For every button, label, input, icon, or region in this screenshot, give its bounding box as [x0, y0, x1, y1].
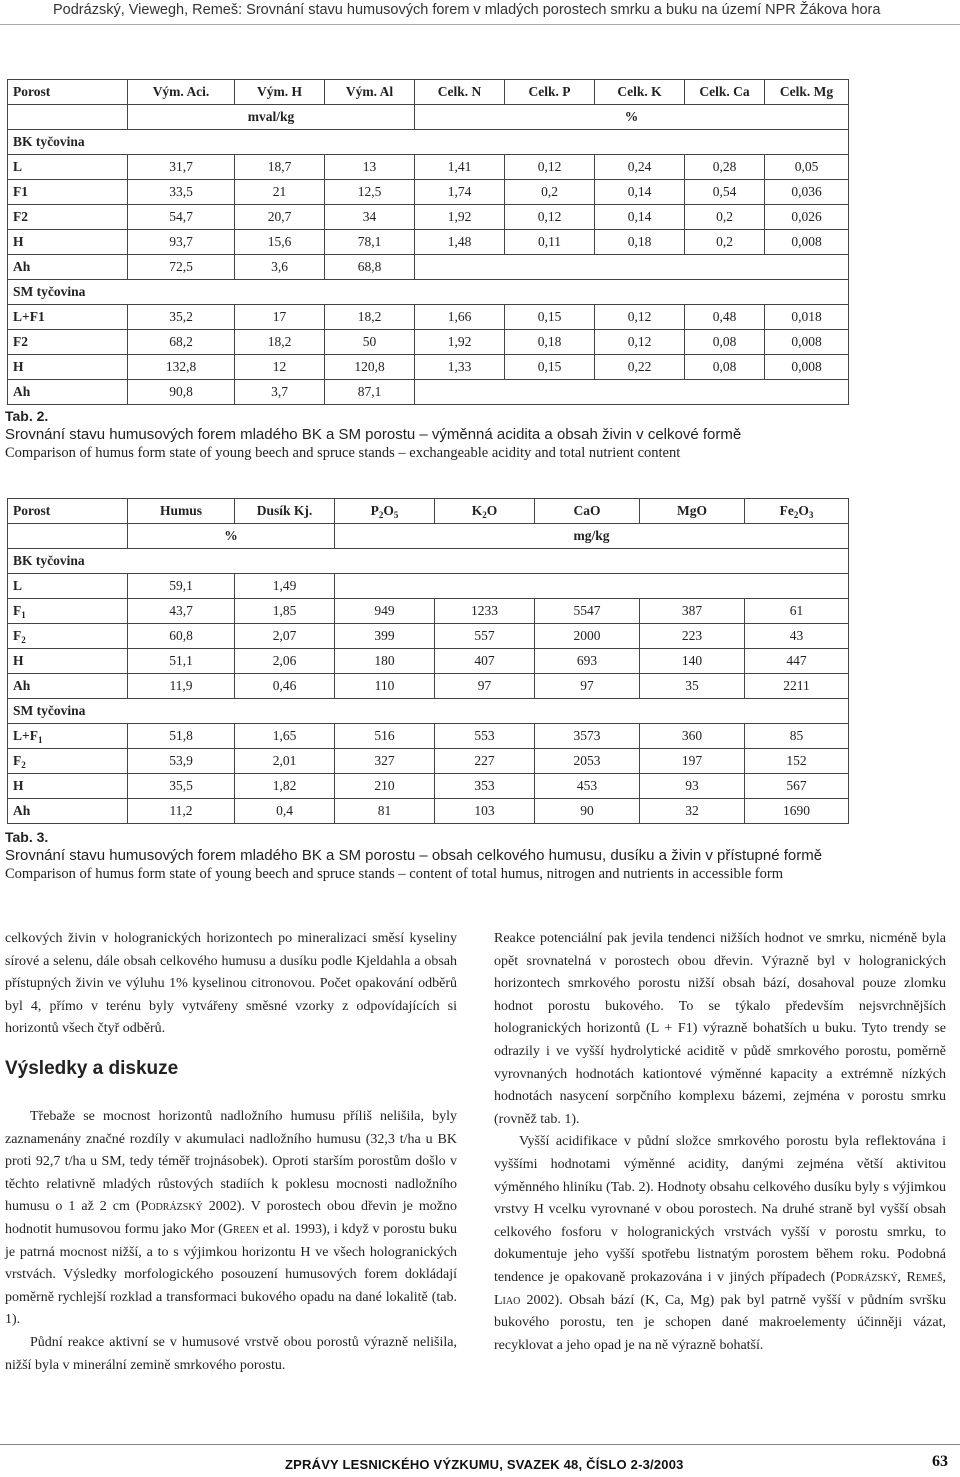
paragraph: Vyšší acidifikace v půdní složce smrkového porostu byla reflektována i vyššími hodnotami výměnné acidity, danými zejména větší aktivitou výměnného hliníku (Tab. 2). Hodnoty obsahu celkového dusíku byly s výjimkou vrstvy H vcelku vyrovnané v obou porostech. Na druhé straně byl vyšší obsah celkového fosforu v hologranických vrstvách vyšší v porostu smrku, to dokumentuje jeho vyšší spotřebu listnatým porostem během roku. Podobná tendence je opakovaně prokazována i v jiných případech (Podrázský, Remeš, Liao 2002). Obsah bází (K, Ca, Mg) pak byl patrně vyšší v půdním svršku bukového porostu, ten je schopen dané makroelementy účinněji vázat, recyklovat a jeho opad je na ně výrazně bohatší. — [494, 1134, 946, 1353]
empty-cell — [415, 255, 849, 280]
table2-cell: 0,2 — [685, 230, 765, 255]
table2-cell: 13 — [325, 155, 415, 180]
right-column — [494, 928, 946, 1357]
table3-row-label: H — [8, 774, 128, 799]
table3-caption-cz: Srovnání stavu humusových forem mladého BK a SM porostu – obsah celkového humusu, dusíku a živin v přístupné formě — [5, 847, 823, 864]
table2-row-label: L+F1 — [8, 305, 128, 330]
paragraph: Třebaže se mocnost horizontů nadložního humusu příliš nelišila, byly zaznamenány značné rozdíly v akumulaci nadložního humusu (32,3 t/ha u BK proti 92,7 t/ha u SM, tedy téměř trojnásobek). Oproti starším porostům došlo v těchto relativně mladých růstových stadiích k poklesu mocnosti nadložního humusu o 1 až 2 cm (Podrázský 2002). V porostech obou dřevin je možno hodnotit humusovou formu jako Mor (Green et al. 1993), i když v porostu buku je patrná mocnost nižší, a to s výjimkou horizontu H ve všech hologranických vrstvách. Výsledky morfologického posouzení humusových forem dokládají poměrně rychlejší rozklad a transformaci bukového opadu na dané lokalitě (tab. 1). — [5, 1109, 457, 1328]
table2-unit-pct: % — [415, 105, 849, 130]
table3-cell: 2053 — [535, 749, 640, 774]
table3-group-sm: SM tyčovina — [8, 699, 849, 724]
table2-cell: 0,14 — [595, 180, 685, 205]
table2-cell: 0,008 — [765, 330, 849, 355]
table3-cell: 1,49 — [235, 574, 335, 599]
table3-cell: 2000 — [535, 624, 640, 649]
table3-header-cell: Dusík Kj. — [235, 499, 335, 524]
table2-number: Tab. 2. — [5, 408, 49, 424]
table2-cell: 31,7 — [128, 155, 235, 180]
table3-cell: 327 — [335, 749, 435, 774]
table3-group-bk: BK tyčovina — [8, 549, 849, 574]
table3-cell: 51,8 — [128, 724, 235, 749]
table3-cell: 693 — [535, 649, 640, 674]
table2-cell: 0,036 — [765, 180, 849, 205]
table2-cell: 15,6 — [235, 230, 325, 255]
table2-cell: 54,7 — [128, 205, 235, 230]
table2-row — [8, 305, 849, 330]
table-2 — [7, 79, 849, 405]
table2-cell: 34 — [325, 205, 415, 230]
empty-cell — [335, 574, 849, 599]
table3-header-row — [8, 499, 849, 524]
table3-row-label: Ah — [8, 799, 128, 824]
table2-cell: 0,54 — [685, 180, 765, 205]
table3-row — [8, 724, 849, 749]
table2-row — [8, 330, 849, 355]
table2-cell: 0,18 — [505, 330, 595, 355]
table3-cell: 140 — [640, 649, 745, 674]
table2-row-label: F2 — [8, 330, 128, 355]
table2-cell: 20,7 — [235, 205, 325, 230]
table2-header-cell: Celk. K — [595, 80, 685, 105]
table2-caption — [5, 408, 945, 462]
table2-cell: 90,8 — [128, 380, 235, 405]
table3-cell: 53,9 — [128, 749, 235, 774]
table2-row — [8, 205, 849, 230]
table2-cell: 0,2 — [685, 205, 765, 230]
table3-cell: 11,9 — [128, 674, 235, 699]
table3-cell: 447 — [745, 649, 849, 674]
table3-header-cell: Porost — [8, 499, 128, 524]
table2-header-cell: Porost — [8, 80, 128, 105]
table3-unit-row — [8, 524, 849, 549]
table2-group-row — [8, 130, 849, 155]
table2-cell: 3,7 — [235, 380, 325, 405]
table3-cell: 2,06 — [235, 649, 335, 674]
table2-cell: 132,8 — [128, 355, 235, 380]
table3-row — [8, 674, 849, 699]
table3-cell: 11,2 — [128, 799, 235, 824]
table2-row-label: H — [8, 230, 128, 255]
table3-cell: 557 — [435, 624, 535, 649]
table2-cell: 18,2 — [325, 305, 415, 330]
table3-row — [8, 799, 849, 824]
table2-header-cell: Celk. Ca — [685, 80, 765, 105]
table3-cell: 227 — [435, 749, 535, 774]
table2-cell: 0,08 — [685, 330, 765, 355]
table3-unit-pct: % — [128, 524, 335, 549]
table2-cell: 35,2 — [128, 305, 235, 330]
header-rule — [0, 24, 960, 25]
table3-cell: 360 — [640, 724, 745, 749]
table3-cell: 32 — [640, 799, 745, 824]
table3-row-label: Ah — [8, 674, 128, 699]
table2-unit-row — [8, 105, 849, 130]
table2-cell: 0,14 — [595, 205, 685, 230]
table3-row-label: L — [8, 574, 128, 599]
table2-cell: 0,2 — [505, 180, 595, 205]
table2-cell: 87,1 — [325, 380, 415, 405]
table3-row — [8, 749, 849, 774]
table2-cell: 0,11 — [505, 230, 595, 255]
table2-row-label: Ah — [8, 380, 128, 405]
table2-cell: 0,15 — [505, 305, 595, 330]
table2-row — [8, 355, 849, 380]
table3-cell: 949 — [335, 599, 435, 624]
table3-row-label: $F_2$ — [8, 624, 128, 649]
table3-cell: 223 — [640, 624, 745, 649]
table2-cell: 0,12 — [595, 330, 685, 355]
table3-cell: 553 — [435, 724, 535, 749]
table2-cell: 0,48 — [685, 305, 765, 330]
table3-cell: 353 — [435, 774, 535, 799]
table3-row — [8, 599, 849, 624]
table2-cell: 78,1 — [325, 230, 415, 255]
table3-cell: 5547 — [535, 599, 640, 624]
paragraph: celkových živin v hologranických horizontech po mineralizaci směsí kyseliny sírové a selenu, dále obsah celkového humusu a dusíku podle Kjeldahla a obsah přístupných živin ve výluhu 1% kyselinou citronovou. Počet opakování odběrů byl 4, přímo v terénu byly vytvářeny směsné vzorky z odpovídajících si horizontů všech čtyř odběrů. — [5, 931, 457, 1037]
table3-cell: 197 — [640, 749, 745, 774]
table3-cell: 51,1 — [128, 649, 235, 674]
table3-cell: 180 — [335, 649, 435, 674]
left-column-top — [5, 928, 457, 1041]
table2-cell: 0,28 — [685, 155, 765, 180]
table2-group-bk: BK tyčovina — [8, 130, 849, 155]
table2-cell: 0,05 — [765, 155, 849, 180]
table2-group-sm: SM tyčovina — [8, 280, 849, 305]
table2-cell: 18,7 — [235, 155, 325, 180]
journal-footer: ZPRÁVY LESNICKÉHO VÝZKUMU, SVAZEK 48, ČÍSLO 2-3/2003 — [285, 1457, 684, 1472]
table3-cell: 60,8 — [128, 624, 235, 649]
table2-header-cell: Vým. Al — [325, 80, 415, 105]
table2-header-row — [8, 80, 849, 105]
table3-cell: 3573 — [535, 724, 640, 749]
table3-cell: 97 — [435, 674, 535, 699]
page-number: 63 — [932, 1453, 948, 1470]
table2-cell: 0,008 — [765, 230, 849, 255]
table3-cell: 2211 — [745, 674, 849, 699]
table3-row — [8, 624, 849, 649]
table2-unit-mval: mval/kg — [128, 105, 415, 130]
table2-cell: 21 — [235, 180, 325, 205]
table2-row — [8, 380, 849, 405]
table2-cell: 12,5 — [325, 180, 415, 205]
table2-row-label: Ah — [8, 255, 128, 280]
table3-group-row — [8, 699, 849, 724]
table2-cell: 1,41 — [415, 155, 505, 180]
table2-header-cell: Celk. N — [415, 80, 505, 105]
table3-row-label: $F_1$ — [8, 599, 128, 624]
table2-cell: 93,7 — [128, 230, 235, 255]
table3-header-cell: MgO — [640, 499, 745, 524]
table2-cell: 0,15 — [505, 355, 595, 380]
table3-cell: 93 — [640, 774, 745, 799]
table3-row-label: H — [8, 649, 128, 674]
table2-cell: 3,6 — [235, 255, 325, 280]
table2-cell: 68,8 — [325, 255, 415, 280]
table3-cell: 210 — [335, 774, 435, 799]
table2-row-label: H — [8, 355, 128, 380]
table2-cell: 1,48 — [415, 230, 505, 255]
table2-cell: 0,008 — [765, 355, 849, 380]
running-title: Podrázský, Viewegh, Remeš: Srovnání stavu humusových forem v mladých porostech smrku a buku na území NPR Žákova hora — [53, 2, 881, 18]
paragraph: Půdní reakce aktivní se v humusové vrstvě obou porostů výrazně nelišila, nižší byla v minerální zemině smrkového porostu. — [5, 1334, 457, 1373]
table3-cell: 43,7 — [128, 599, 235, 624]
table2-row-label: L — [8, 155, 128, 180]
table3-cell: 35,5 — [128, 774, 235, 799]
table3-cell: 81 — [335, 799, 435, 824]
table3-cell: 453 — [535, 774, 640, 799]
footer-rule — [0, 1444, 960, 1445]
table2-cell: 0,18 — [595, 230, 685, 255]
table2-row-label: F2 — [8, 205, 128, 230]
table3-header-cell: $K_2O$ — [435, 499, 535, 524]
table2-row — [8, 155, 849, 180]
table3-cell: 2,01 — [235, 749, 335, 774]
table3-group-row — [8, 549, 849, 574]
table3-cell: 1,82 — [235, 774, 335, 799]
table3-cell: 0,4 — [235, 799, 335, 824]
table3-cell: 85 — [745, 724, 849, 749]
table2-header-cell: Vým. H — [235, 80, 325, 105]
table2-cell: 0,12 — [595, 305, 685, 330]
table2-cell: 0,026 — [765, 205, 849, 230]
table2-cell: 18,2 — [235, 330, 325, 355]
table2-cell: 0,12 — [505, 155, 595, 180]
table3-header-cell: $P_2O_5$ — [335, 499, 435, 524]
table3-header-cell: Humus — [128, 499, 235, 524]
citation: Podrázský, Remeš, Liao — [494, 1269, 946, 1308]
table3-caption-en: Comparison of humus form state of young beech and spruce stands – content of total humus, nitrogen and nutrients in accessible form — [5, 866, 783, 882]
table2-cell: 12 — [235, 355, 325, 380]
table2-row-label: F1 — [8, 180, 128, 205]
table3-cell: 0,46 — [235, 674, 335, 699]
table2-cell: 1,74 — [415, 180, 505, 205]
table2-header-cell: Celk. P — [505, 80, 595, 105]
table3-row — [8, 649, 849, 674]
table3-cell: 516 — [335, 724, 435, 749]
table2-caption-cz: Srovnání stavu humusových forem mladého BK a SM porostu – výměnná acidita a obsah živin v celkové formě — [5, 426, 742, 443]
table3-cell: 110 — [335, 674, 435, 699]
table2-row — [8, 230, 849, 255]
table3-cell: 567 — [745, 774, 849, 799]
table3-number: Tab. 3. — [5, 829, 49, 845]
table2-cell: 72,5 — [128, 255, 235, 280]
table2-caption-en: Comparison of humus form state of young beech and spruce stands – exchangeable acidity and total nutrient content — [5, 445, 681, 461]
table2-header-cell: Vým. Aci. — [128, 80, 235, 105]
table3-cell: 1,85 — [235, 599, 335, 624]
table2-cell: 0,24 — [595, 155, 685, 180]
table3-cell: 61 — [745, 599, 849, 624]
table2-cell: 1,66 — [415, 305, 505, 330]
table2-row — [8, 255, 849, 280]
table2-cell: 1,92 — [415, 330, 505, 355]
table3-row-label: $F_2$ — [8, 749, 128, 774]
table3-cell: 1233 — [435, 599, 535, 624]
table3-cell: 97 — [535, 674, 640, 699]
table3-row — [8, 774, 849, 799]
table2-cell: 0,12 — [505, 205, 595, 230]
table2-row — [8, 180, 849, 205]
table2-group-row — [8, 280, 849, 305]
table3-cell: 35 — [640, 674, 745, 699]
table3-caption — [5, 829, 945, 883]
table3-header-cell: CaO — [535, 499, 640, 524]
citation: Green — [222, 1221, 260, 1237]
table3-header-cell: $Fe_2O_3$ — [745, 499, 849, 524]
table2-cell: 50 — [325, 330, 415, 355]
table3-cell: 43 — [745, 624, 849, 649]
section-heading: Výsledky a diskuze — [5, 1058, 179, 1079]
table2-cell: 17 — [235, 305, 325, 330]
paragraph: Reakce potenciální pak jevila tendenci nižších hodnot ve smrku, nicméně byla opět srovnatelná v porostech obou dřevin. Výrazně byl v hologranických horizontech smrkového porostu nižší obsah bází, dosahoval pouze zlomku hodnot porostu bukového. To se týkalo především nejsvrchnějších hologranických horizontů (L + F1) výrazně bohatších u buku. Tyto trendy se odrazily i ve vyšší hydrolytické aciditě v půdě smrkového porostu, poměrně vyrovnaných hodnotách kationtové výměnné kapacity a extrémně nízkých hodnotách nasycení sorpčního komplexu bázemi, zejména v porostu smrku (rovněž tab. 1). — [494, 931, 946, 1127]
table2-cell: 120,8 — [325, 355, 415, 380]
table3-cell: 387 — [640, 599, 745, 624]
table2-cell: 1,33 — [415, 355, 505, 380]
table2-cell: 0,08 — [685, 355, 765, 380]
table-3 — [7, 498, 849, 824]
table3-cell: 152 — [745, 749, 849, 774]
table2-cell: 1,92 — [415, 205, 505, 230]
table3-unit-mgkg: mg/kg — [335, 524, 849, 549]
running-header — [0, 0, 960, 30]
table3-cell: 103 — [435, 799, 535, 824]
table2-header-cell: Celk. Mg — [765, 80, 849, 105]
table3-cell: 407 — [435, 649, 535, 674]
citation: Podrázský — [140, 1199, 203, 1215]
table3-cell: 90 — [535, 799, 640, 824]
left-column-bottom — [5, 1106, 457, 1377]
table3-cell: 59,1 — [128, 574, 235, 599]
table3-row-label: $L+F_1$ — [8, 724, 128, 749]
table3-cell: 1,65 — [235, 724, 335, 749]
table3-cell: 399 — [335, 624, 435, 649]
table2-cell: 68,2 — [128, 330, 235, 355]
table2-cell: 0,018 — [765, 305, 849, 330]
table2-cell: 0,22 — [595, 355, 685, 380]
table2-cell: 33,5 — [128, 180, 235, 205]
empty-cell — [415, 380, 849, 405]
table3-row — [8, 574, 849, 599]
table3-cell: 1690 — [745, 799, 849, 824]
table3-cell: 2,07 — [235, 624, 335, 649]
